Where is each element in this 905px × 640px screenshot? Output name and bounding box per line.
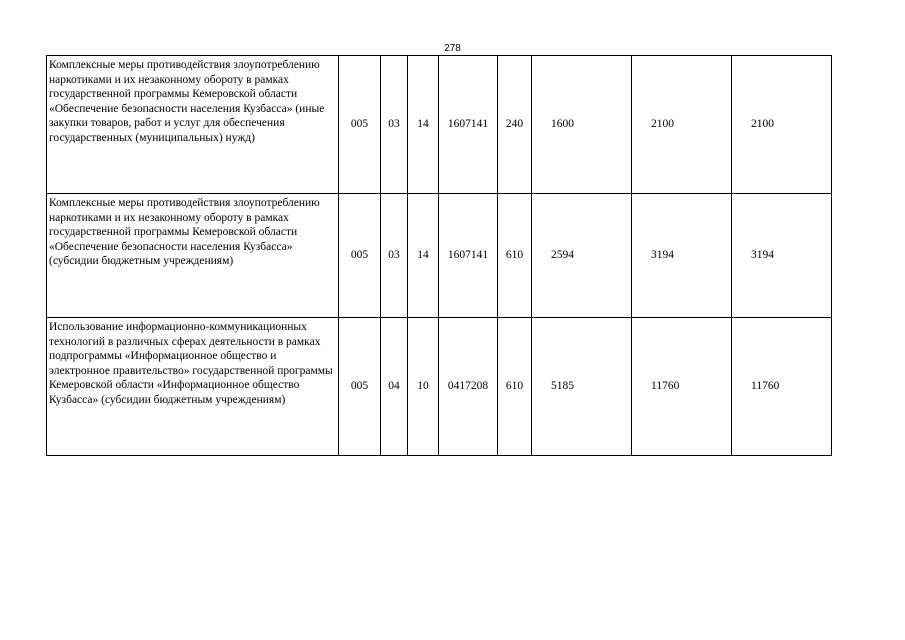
section-code: 03 [381,56,408,194]
target-article-code: 1607141 [439,56,498,194]
section-code: 03 [381,194,408,318]
target-article-code: 0417208 [439,318,498,456]
ministry-code: 005 [339,194,381,318]
row-description: Комплексные меры противодействия злоупотреблению наркотиками и их незаконному обороту в рамках государственной программы Кемеровской области «Обеспечение безопасности населения Кузбасса» (иные закупки товаров, работ и услуг для обеспечения государственных (муниципальных) нужд) [47,56,339,194]
amount-1: 5185 [532,318,632,456]
page-number: 278 [444,43,461,54]
row-description: Комплексные меры противодействия злоупотреблению наркотиками и их незаконному обороту в рамках государственной программы Кемеровской области «Обеспечение безопасности населения Кузбасса» (субсидии бюджетным учреждениям) [47,194,339,318]
table-row [47,194,832,318]
amount-3: 2100 [732,56,832,194]
amount-1: 1600 [532,56,632,194]
ministry-code: 005 [339,56,381,194]
table-row [47,318,832,456]
amount-3: 3194 [732,194,832,318]
subsection-code: 14 [408,56,439,194]
section-code: 04 [381,318,408,456]
table-row [47,56,832,194]
amount-2: 2100 [632,56,732,194]
amount-2: 3194 [632,194,732,318]
subsection-code: 10 [408,318,439,456]
amount-2: 11760 [632,318,732,456]
amount-3: 11760 [732,318,832,456]
target-article-code: 1607141 [439,194,498,318]
expense-type-code: 240 [498,56,532,194]
expense-type-code: 610 [498,194,532,318]
expense-type-code: 610 [498,318,532,456]
ministry-code: 005 [339,318,381,456]
row-description: Использование информационно-коммуникационных технологий в различных сферах деятельности в рамках подпрограммы «Информационное общество и электронное правительство» государственной программы Кемеровской области «Информационное общество Кузбасса» (субсидии бюджетным учреждениям) [47,318,339,456]
budget-table [46,55,832,456]
amount-1: 2594 [532,194,632,318]
subsection-code: 14 [408,194,439,318]
